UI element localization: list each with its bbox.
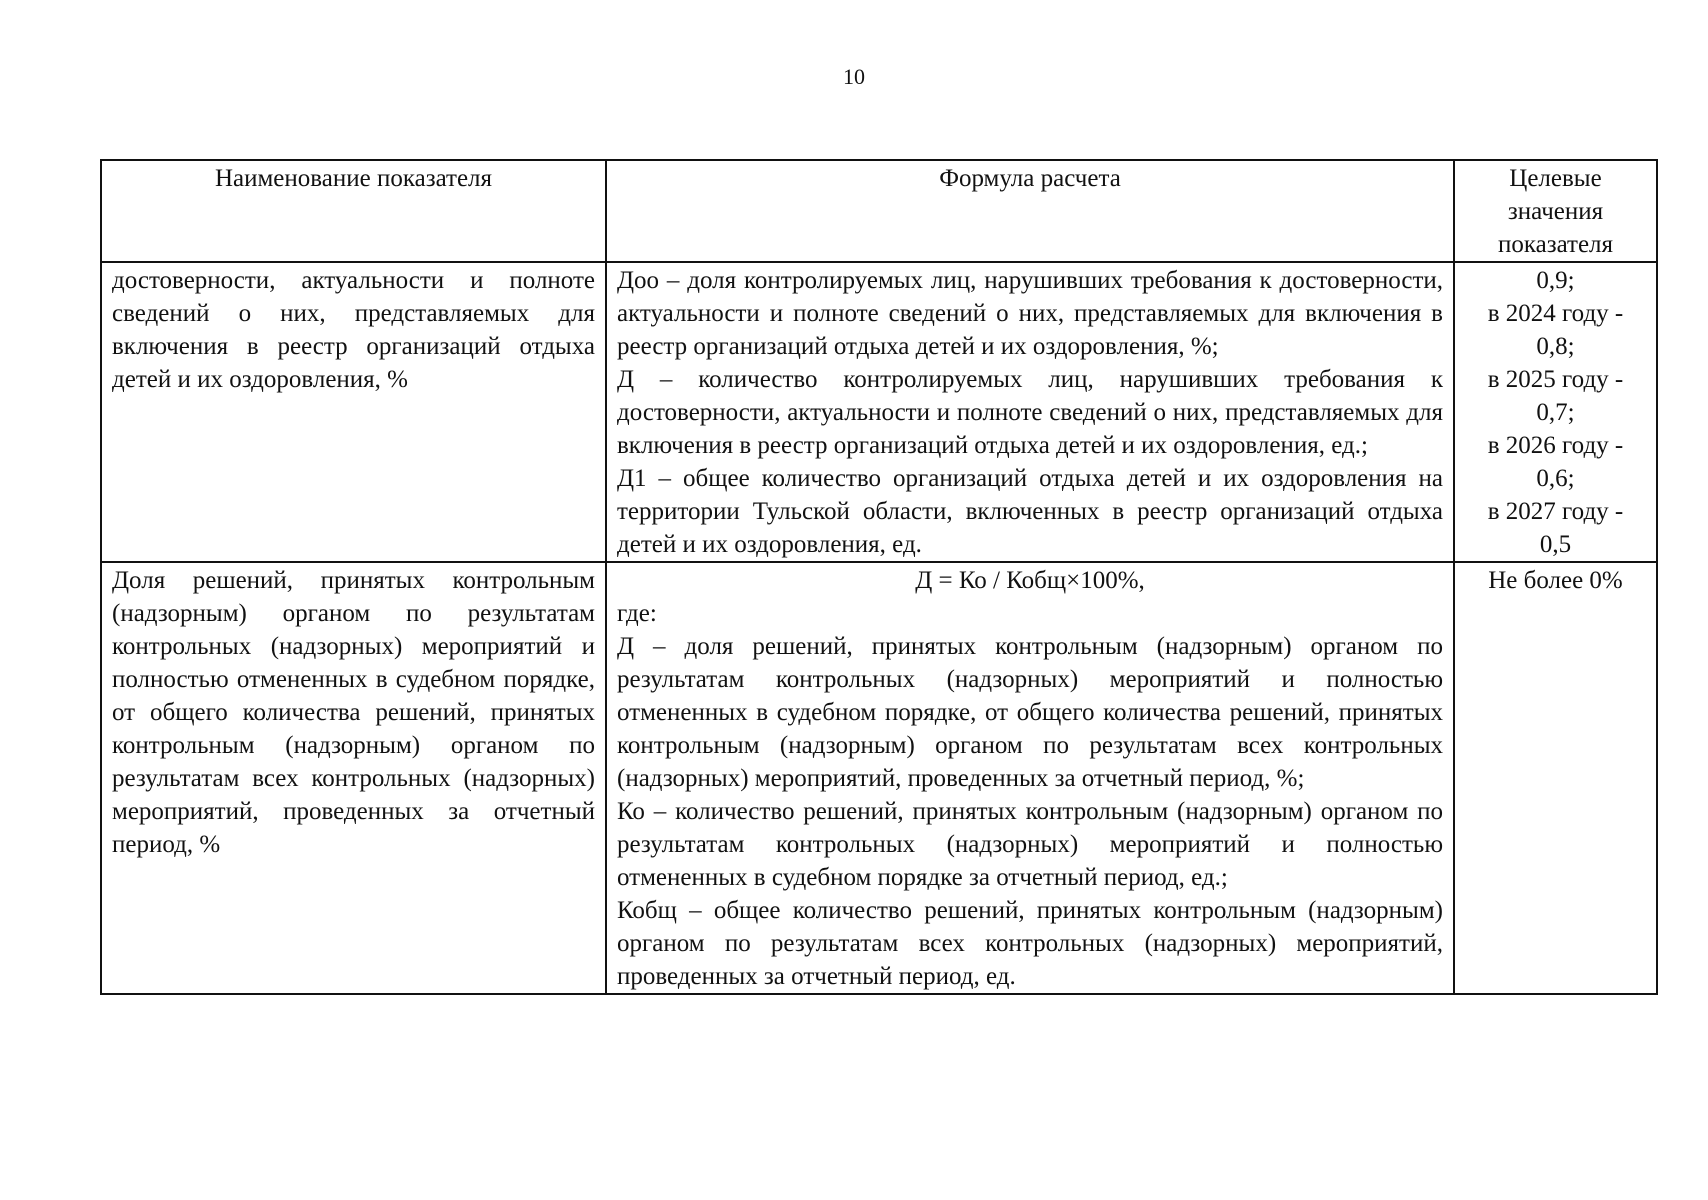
target-value-line: в 2024 году - [1487, 300, 1624, 327]
indicators-table [100, 159, 1658, 995]
table-header-row [101, 160, 1657, 262]
target-values-cell: Не более 0% [1454, 562, 1657, 994]
formula-definition: Кобщ – общее количество решений, принятых контрольным (надзорным) органом по результатам всех контрольных (надзорных) мероприятий, проведенных за отчетный период, ед. [617, 897, 1443, 990]
header-formula: Формула расчета [606, 160, 1454, 262]
formula-definition: Д – доля решений, принятых контрольным (надзорным) органом по результатам контрольных (надзорных) мероприятий и полностью отмененных в судебном порядке, от общего количества решений, принятых контрольным (надзорным) органом по результатам всех контрольных (надзорных) мероприятий, проведенных за отчетный период, %; [617, 633, 1443, 792]
formula-definition: Ко – количество решений, принятых контрольным (надзорным) органом по результатам контрольных (надзорных) мероприятий и полностью отмененных в судебном порядке за отчетный период, ед.; [617, 798, 1443, 891]
table-row [101, 262, 1657, 562]
target-value-line: в 2026 году - [1487, 432, 1624, 459]
header-target-values: Целевые значения показателя [1454, 160, 1657, 262]
header-indicator-name: Наименование показателя [101, 160, 606, 262]
formula-cell [606, 262, 1454, 562]
target-value-line: в 2025 году - [1487, 366, 1624, 393]
table-row [101, 562, 1657, 994]
indicator-name-cell: Доля решений, принятых контрольным (надзорным) органом по результатам контрольных (надзорных) мероприятий и полностью отмененных в судебном порядке, от общего количества решений, принятых контрольным (надзорным) органом по результатам всех контрольных (надзорных) мероприятий, проведенных за отчетный период, % [101, 562, 606, 994]
target-value-line: 0,6; [1536, 465, 1575, 492]
target-value-line: 0,8; [1536, 333, 1575, 360]
indicator-name-cell: достоверности, актуальности и полноте сведений о них, представляемых для включения в реестр организаций отдыха детей и их оздоровления, % [101, 262, 606, 562]
target-value-line: 0,9; [1536, 267, 1575, 294]
formula-expression: Д = Ко / Кобщ×100%, [915, 567, 1145, 594]
target-value-line: 0,7; [1536, 399, 1575, 426]
page-number: 10 [843, 64, 865, 89]
formula-where-label: где: [617, 600, 657, 627]
formula-definition: Д1 – общее количество организаций отдыха детей и их оздоровления на территории Тульской области, включенных в реестр организаций отдыха детей и их оздоровления, ед. [617, 465, 1443, 558]
target-value-line: в 2027 году - [1487, 498, 1624, 525]
formula-definition: Доо – доля контролируемых лиц, нарушивших требования к достоверности, актуальности и полноте сведений о них, представляемых для включения в реестр организаций отдыха детей и их оздоровления, %; [617, 267, 1443, 360]
target-values-cell [1454, 262, 1657, 562]
formula-cell [606, 562, 1454, 994]
formula-definition: Д – количество контролируемых лиц, нарушивших требования к достоверности, актуальности и полноте сведений о них, представляемых для включения в реестр организаций отдыха детей и их оздоровления, ед.; [617, 366, 1443, 459]
target-value-line: 0,5 [1539, 531, 1572, 558]
